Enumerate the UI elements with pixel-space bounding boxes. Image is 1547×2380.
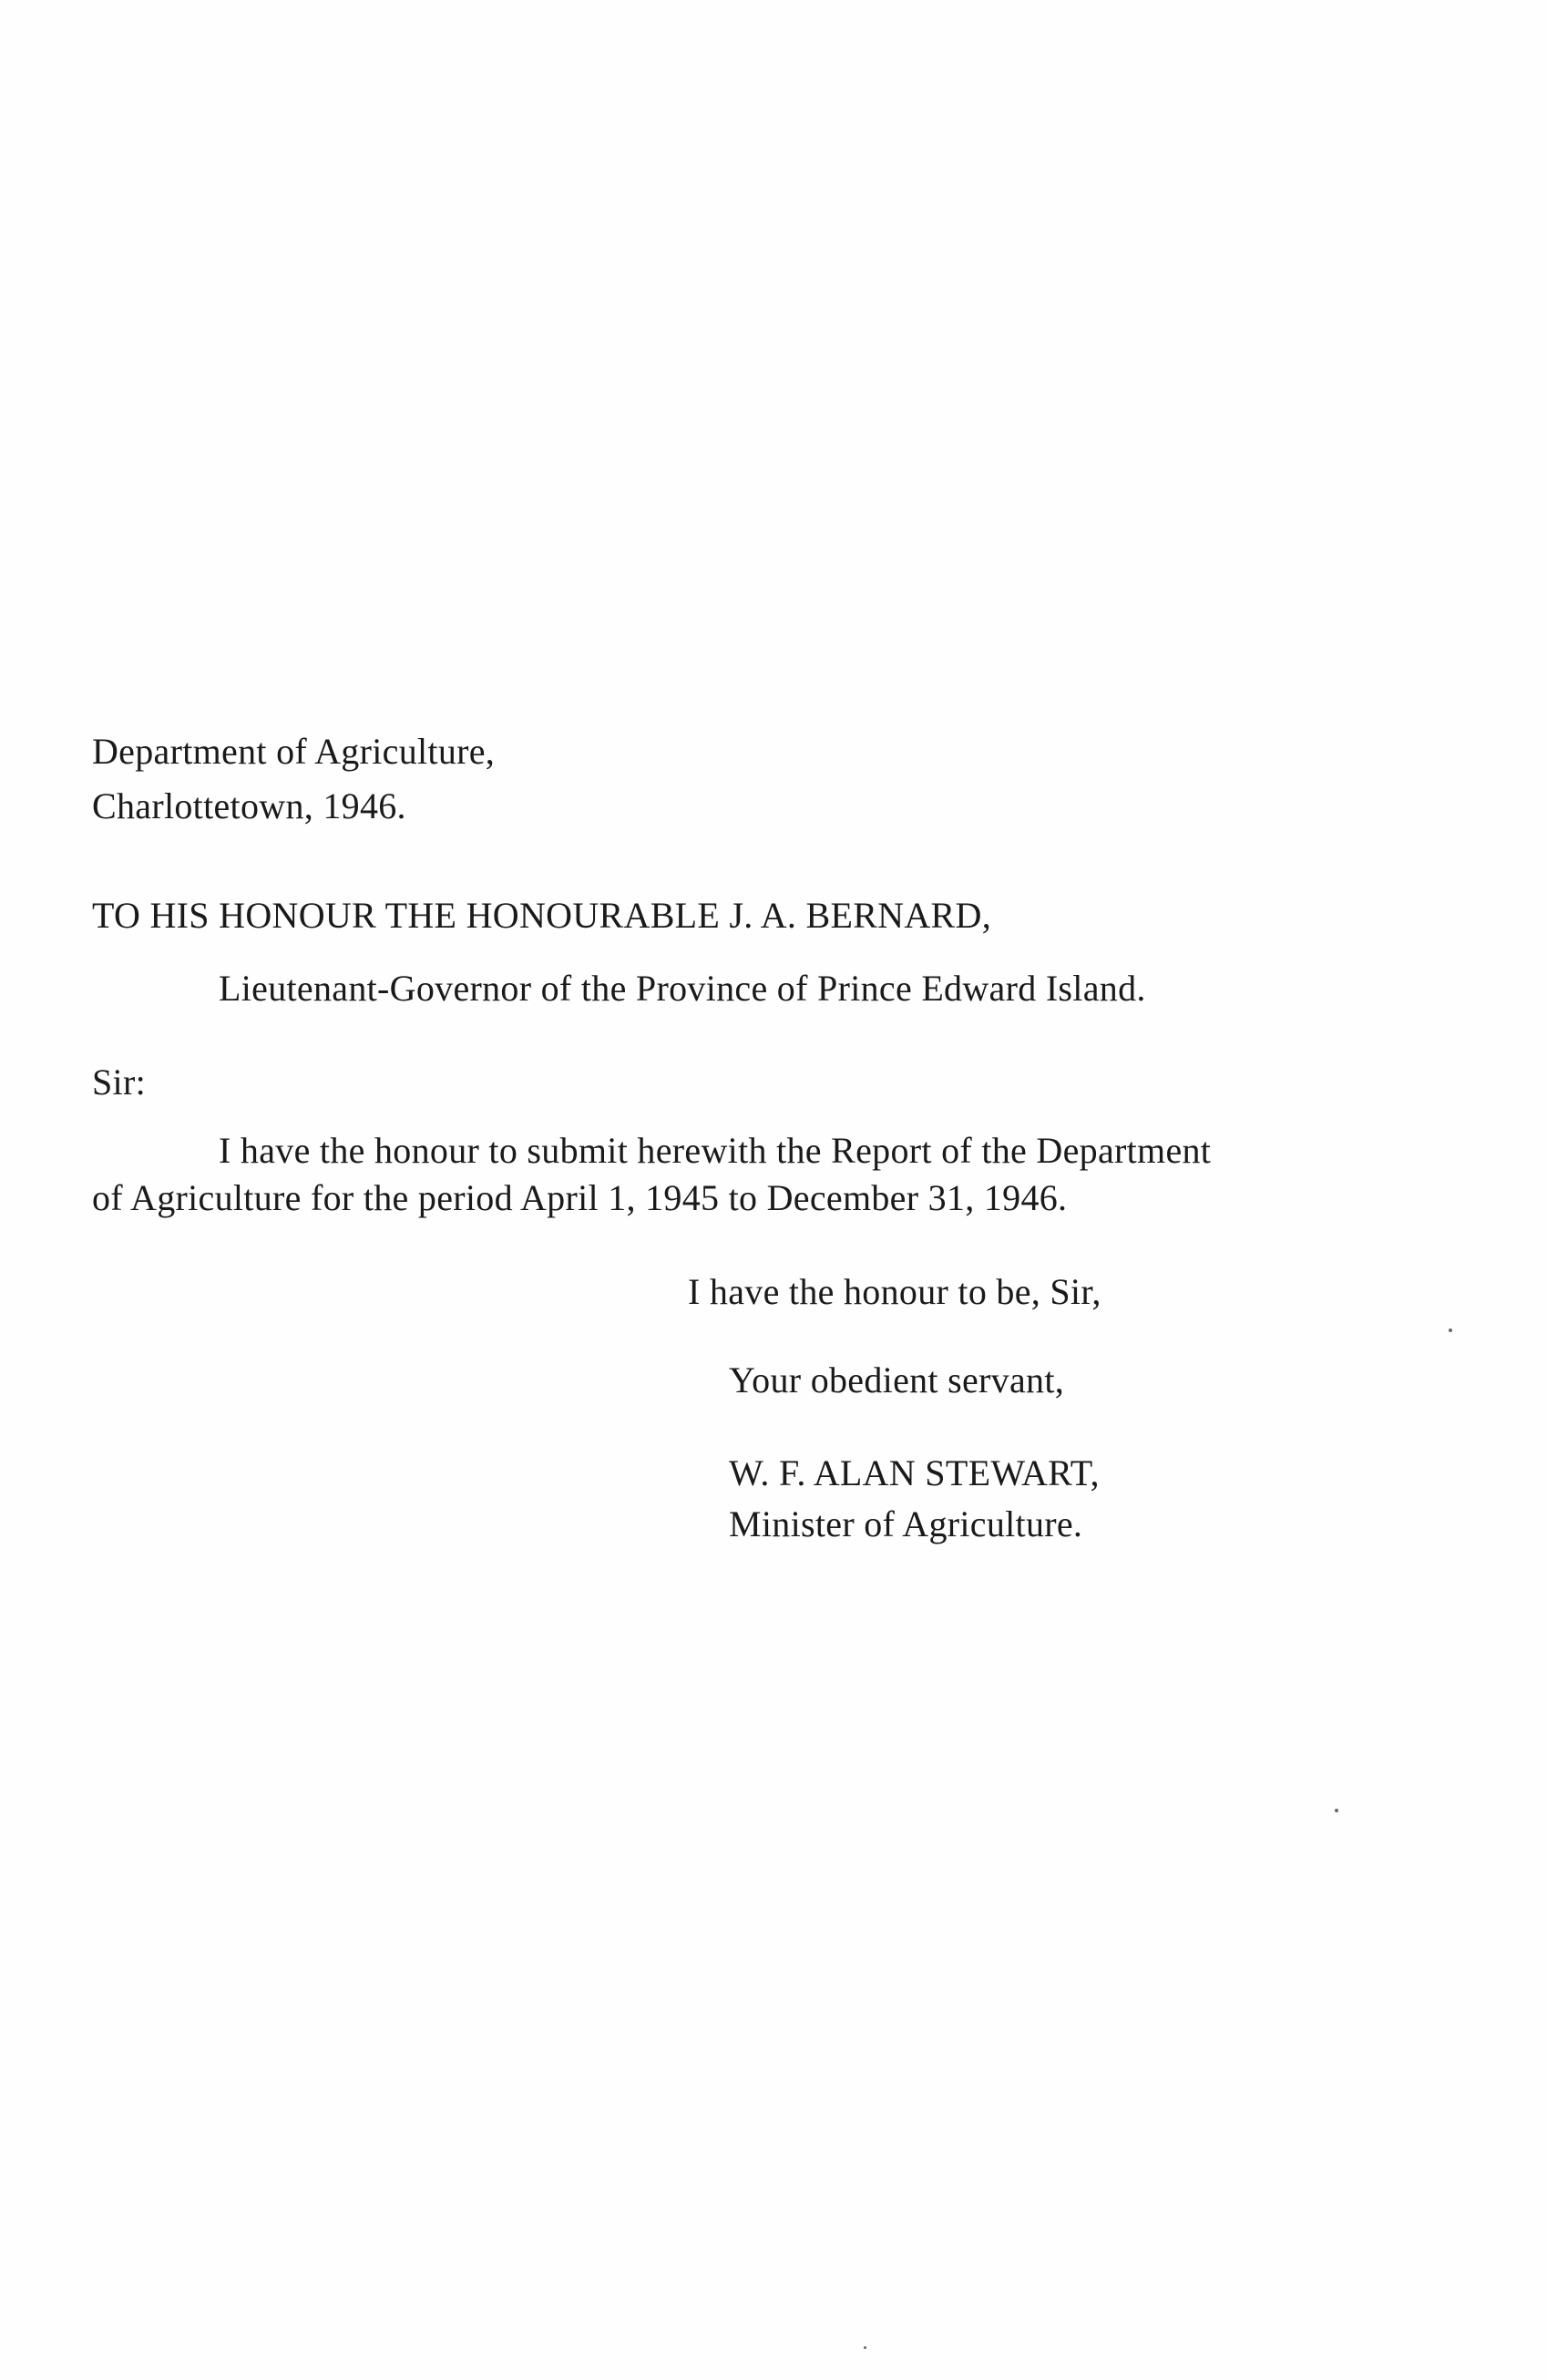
addressee-title: Lieutenant-Governor of the Province of Prince Edward Island. (219, 968, 1146, 1009)
paper-speck (1449, 1328, 1452, 1332)
signatory-title: Minister of Agriculture. (729, 1503, 1083, 1544)
signatory-name: W. F. ALAN STEWART, (729, 1452, 1100, 1493)
paper-speck (1335, 1809, 1338, 1812)
complimentary-close: Your obedient servant, (729, 1359, 1065, 1400)
sender-location-date: Charlottetown, 1946. (92, 785, 406, 826)
salutation: Sir: (92, 1062, 146, 1103)
addressee-line: TO HIS HONOUR THE HONOURABLE J. A. BERNARD, (92, 895, 992, 936)
paper-speck (864, 2346, 866, 2349)
body-text-line-1: I have the honour to submit herewith the Report of the Department (219, 1130, 1212, 1171)
closing-line: I have the honour to be, Sir, (688, 1271, 1101, 1312)
sender-department: Department of Agriculture, (92, 731, 496, 772)
body-text-line-2: of Agriculture for the period April 1, 1945 to December 31, 1946. (92, 1177, 1068, 1218)
